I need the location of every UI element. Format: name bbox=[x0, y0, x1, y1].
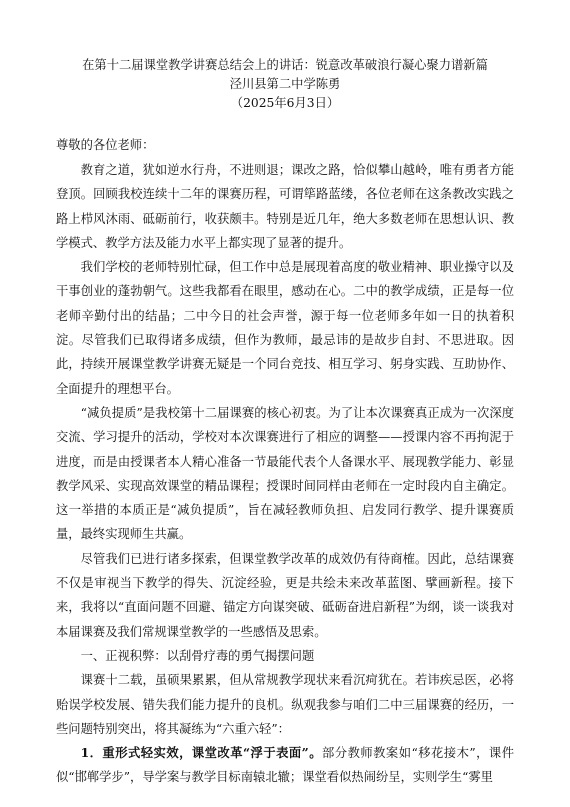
list-item-heading: 1．重形式轻实效，课堂改革“浮于表面”。 bbox=[80, 745, 323, 761]
document-author: 泾川县第二中学陈勇 bbox=[229, 77, 341, 91]
paragraph: 教育之道，犹如逆水行舟，不进则退；课改之路，恰似攀山越岭，唯有勇者方能登顶。回顾我校连续十二年的课赛历程，可谓筚路蓝缕，各位老师在这条教改实践之路上栉风沐雨、砥砺前行，收获颇丰。特别是近几年，绝大多数老师在思想认识、教学模式、教学方法及能力水平上都实现了显著的提升。 bbox=[56, 163, 514, 250]
paragraph: 尽管我们已进行诸多探索，但课堂教学改革的成效仍有待商榷。因此，总结课赛不仅是审视当下教学的得失、沉淀经验，更是共绘未来改革蓝图、擘画新程。接下来，我将以“直面问题不回避、锚定方向谋突破、砥砺奋进启新程”为纲，谈一谈我对本届课赛及我们常规课堂教学的一些感悟及思索。 bbox=[56, 551, 514, 639]
paragraph: 课赛十二载，虽硕果累累，但从常规教学现状来看沉疴犹在。若讳疾忌医，必将贻误学校发展、错失我们能力提升的良机。纵观我参与咱们二中三届课赛的经历，一些问题特别突出，将其凝练为“六重六轻”： bbox=[56, 673, 514, 736]
document-title: 在第十二届课堂教学讲赛总结会上的讲话：锐意改革破浪行凝心聚力谱新篇 bbox=[82, 58, 488, 72]
list-item bbox=[56, 741, 514, 790]
salutation: 尊敬的各位老师： bbox=[56, 138, 155, 152]
document-title-block bbox=[56, 56, 514, 113]
paragraph: 我们学校的老师特别忙碌，但工作中总是展现着高度的敬业精神、职业操守以及干事创业的蓬勃朝气。这些我都看在眼里，感动在心。二中的教学成绩，正是每一位老师辛勤付出的结晶；二中今日的社会声誉，源于每一位老师多年如一日的执着积淀。尽管我们已取得诸多成绩，但作为教师，最忌讳的是故步自封、不思进取。因此，持续开展课堂教学讲赛无疑是一个同台竞技、相互学习、躬身实践、互助协作、全面提升的理想平台。 bbox=[56, 260, 514, 396]
list-item-text: 部分教师教案如“移花接木”，课件似“邯郸学步”，导学案与教学目标南辕北辙；课堂看似热闹纷呈，实则学生“雾里 bbox=[56, 746, 514, 785]
document-date: （2025年6月3日） bbox=[230, 96, 340, 110]
paragraph: “减负提质”是我校第十二届课赛的核心初衷。为了让本次课赛真正成为一次深度交流、学习提升的活动，学校对本次课赛进行了相应的调整——授课内容不再拘泥于进度，而是由授课者本人精心准备一节最能代表个人备课水平、展现教学能力、彰显教学风采、实现高效课堂的精品课程；授课时间同样由老师在一定时段内自主确定。这一举措的本质正是“减负提质”，旨在减轻教师负担、启发同行教学、提升课赛质量，最终实现师生共赢。 bbox=[56, 405, 514, 542]
section-heading: 一、正视积弊：以刮骨疗毒的勇气揭摆问题 bbox=[80, 648, 315, 663]
